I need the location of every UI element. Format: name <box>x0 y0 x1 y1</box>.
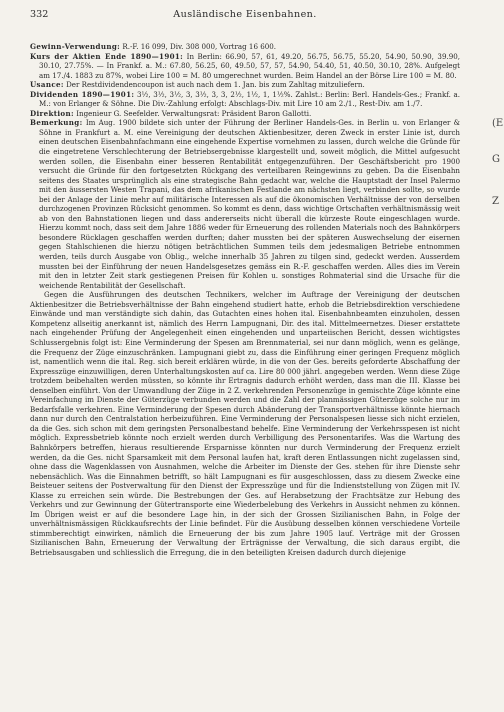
paragraph-text: Ingenieur G. Seefelder. Verwaltungsrat: Präsident Baron Gallotti. <box>74 108 312 118</box>
paragraph-label: Gewinn-Verwendung: <box>30 42 121 51</box>
page-header <box>30 8 460 22</box>
margin-mark: (E <box>492 118 504 129</box>
paragraph-gewinn-verwendung <box>30 42 460 52</box>
paragraph-bemerkung <box>30 118 460 290</box>
paragraph-label: Dividenden 1890—1901: <box>30 89 135 99</box>
margin-mark: Z <box>492 196 499 207</box>
paragraph-direktion <box>30 109 460 119</box>
page-number: 332 <box>30 9 49 20</box>
paragraph-label: Direktion: <box>30 108 74 118</box>
running-title: Ausländische Eisenbahnen. <box>173 9 317 20</box>
text-body <box>30 42 460 558</box>
paragraph-text: Der Restdividendencoupon ist auch nach dem 1. Jan. bis zum Zahltag mitzuliefern. <box>63 80 365 90</box>
paragraph-text: R.-F. 16 099, Div. 308 000, Vortrag 16 600. <box>120 42 277 51</box>
paragraph-gutachten <box>30 290 460 557</box>
paragraph-text: Im Aug. 1900 bildete sich unter der Führung der Berliner Handels-Ges. in Berlin u. von Erlanger & Söhne in Frankfurt a. M. eine Vereinigung der deutschen Aktienbesitzer, deren Zweck in erster Linie ist, durch einen deutschen Eisenbahnfachmann eine eingehende Expertise vornehmen zu lassen, durch welche die Gründe für die eingetretene Verschlechterung der Betriebsergebnisse klargestellt und, soweit möglich, die Mittel aufgesucht werden sollen, die Eisenbahn einer besseren Rentabilität entgegenzuführen. Der Geschäftsbericht pro 1900 versucht die Gründe für den fortgesetzten Rückgang des verteilbaren Reingewinns zu geben. Da die Eisenbahn seitens des Staates ursprünglich als eine strategische Bahn gedacht war, welche die Hauptstadt der Insel Palermo mit den äussersten Westen Trapani, das dem afrikanischen Festlande am nächsten liegt, verbinden sollte, so wurde bei der Anlage der Linie mehr auf militärische Interessen als auf die ökonomischen Verhältnisse der von derselben durchzogenen Provinzen Rücksicht genommen. So kommt es denn, dass wichtige Ortschaften verhältnismässig weit ab von den Bahnstationen liegen und dass andererseits nicht überall die kürzeste Route eingeschlagen wurde. Hierzu kommt noch, dass seit dem Jahre 1886 weder für Erneuerung des rollenden Materials noch des Bahnkörpers besondere Rücklagen geschaffen werden durften; daher mussten bei der späteren Auswechselung der eisernen gegen Stahlschienen die hierzu nötigen beträchtlichen Summen teils dem jedesmaligen Betriebe entnommen werden, teils durch Ausgabe von Oblig., welche innerhalb 35 Jahren zu tilgen sind, gedeckt werden. Ausserdem mussten bei der Einführung der neuen Handelsgesetzes gemäss ein R.-F. geschaffen werden. Alles dies im Verein mit den in letzter Zeit stark gestiegenen Preisen für Kohlen u. sonstiges Rohmaterial sind die Ursache für die weichende Rentabilität der Gesellschaft. <box>39 118 460 290</box>
paragraph-label: Kurs der Aktien Ende 1890—1901: <box>30 51 184 61</box>
margin-marks <box>484 0 504 712</box>
paragraph-dividenden <box>30 90 460 109</box>
paragraph-text: Gegen die Ausführungen des deutschen Technikers, welcher im Auftrage der Vereinigung der deutschen Aktienbesitzer die Betriebsverhältnisse der Bahn eingehend studiert hatte, erhob die Betriebsdirektion verschiedene Einwände und man verständigte sich dahin, das Gutachten eines hohen ital. Eisenbahnbeamten einzuholen, dessen Kompetenz allseitig anerkannt ist, nämlich des Herrn Lampugnani, Dir. des ital. Mittelmeernetzes. Dieser erstattete nach eingehender Prüfung der Angelegenheit einen eingehenden und unparteiischen Bericht, dessen wichtigstes Schlussergebnis folgt ist: Eine Verminderung der Spesen am Brennmaterial, sei nur dann möglich, wenn es gelänge, die Frequenz der Züge einzuschränken. Lampugnani giebt zu, dass die Einführung einer geringen Frequenz möglich ist, namentlich wenn die ital. Reg. sich bereit erklären würde, in die von der Ges. bereits geforderte Abschaffung der Expresszüge einzuwilligen, deren Unterhaltungskosten auf ca. Lire 80 000 jährl. angegeben werden. Wenn diese Züge trotzdem beibehalten werden müssten, so könnte ihr Ertragnis dadurch erhöht werden, dass man die III. Klasse bei denselben einführt. Von der Umwandlung der Züge in 2 Z. verkehrenden Personenzüge in gemischte Züge könnte eine Vereinfachung im Dienste der Güterzüge verbunden werden und die Zahl der planmässigen Güterzüge solche nur im Bedarfsfalle verkehren. Eine Verminderung der Spesen durch Abänderung der Transportverhältnisse könnte hiernach dann nur durch den Centralstation herbeizuführen. Eine Verminderung der Personalspesen liesse sich nicht erzielen, da die Ges. sich schon mit dem geringsten Personalbestand behelfe. Eine Verminderung der Verkehrsspesen ist nicht möglich. Expressbetrieb könnte noch erzielt werden durch Verbilligung des Personentarifes. Was die Wartung des Bahnkörpers betreffen, hieraus resultierende Ersparnisse könnten nur durch Verminderung der Frequenz erzielt werden, da die Ges. nicht Sparsamkeit mit dem Personal laufen hat, kraft deren Entlassungen nicht zugelassen sind, ohne dass die Wagenklassen von Ausnahmen, welche die Arbeiter im Dienste der Ges. stehen für ihre Dienste sehr nebensächlich. Was die Einnahmen betrifft, so hält Lampugnani es für ausgeschlossen, dass zu diesem Zwecke eine Beisteuer seitens der Postverwaltung für den Dienst der Expresszüge und für die Indienststellung von Zügen mit IV. Klasse zu erreichen sein würde. Die Bestrebungen der Ges. auf Herabsetzung der Frachtsätze zur Hebung des Verkehrs und zur Gewinnung der Gütertransporte eine Wiederbelebung des Verkehrs in Aussicht nehmen zu können. Im Übrigen weist er auf die besondere Lage hin, in der sich der Grossen Sizilianischen Bahn, in Folge der unverhältnismässigen Rückkaufsrechts der Linie befindet. Für die Ausübung desselben können verschiedene Vorteile stimmberechtigt einwirken, nämlich die Erneuerung der bis zum Jahre 1905 lauf. Verträge mit der Grossen Sizilianischen Bahn, Erneuerung der Verwaltung der Erträgnisse der Verwaltung, die sich daraus ergibt, die Betriebsausgaben und schliesslich die Erregung, die in den beteiligten Kreisen dadurch durch diejenige <box>30 290 460 557</box>
paragraph-kurs-der-aktien <box>30 52 460 81</box>
paragraph-label: Bemerkung: <box>30 118 83 128</box>
paragraph-text: 3½, 3½, 3½, 3, 3½, 3, 3, 2½, 1½, 1, 1½%. Zahlst.: Berlin: Berl. Handels-Ges.; Frankf. a. M.: von Erlanger & Söhne. Die Div.-Zahlung erfolgt: Abschlags-Div. mit Lire 10 am 2./1., Rest-Div. am 1./7. <box>39 89 461 109</box>
paragraph-label: Usance: <box>30 80 64 90</box>
paragraph-text: In Berlin: 66.90, 57, 61, 49.20, 56.75, 56.75, 55.20, 54.90, 50.90, 39.90, 30.10, 27.75%. — In Frankf. a. M.: 67.80, 56.25, 60, 49.50, 57, 57, 54.90, 54.40, 51, 40.50, 30.10, 28%. Aufgelegt am 17./4. 1883 zu 87%, wobei Lire 100 = M. 80 umgerechnet wurden. Beim Handel an der Börse Lire 100 = M. 80. <box>39 51 460 80</box>
paragraph-usance <box>30 80 460 90</box>
margin-mark: G <box>492 154 500 165</box>
